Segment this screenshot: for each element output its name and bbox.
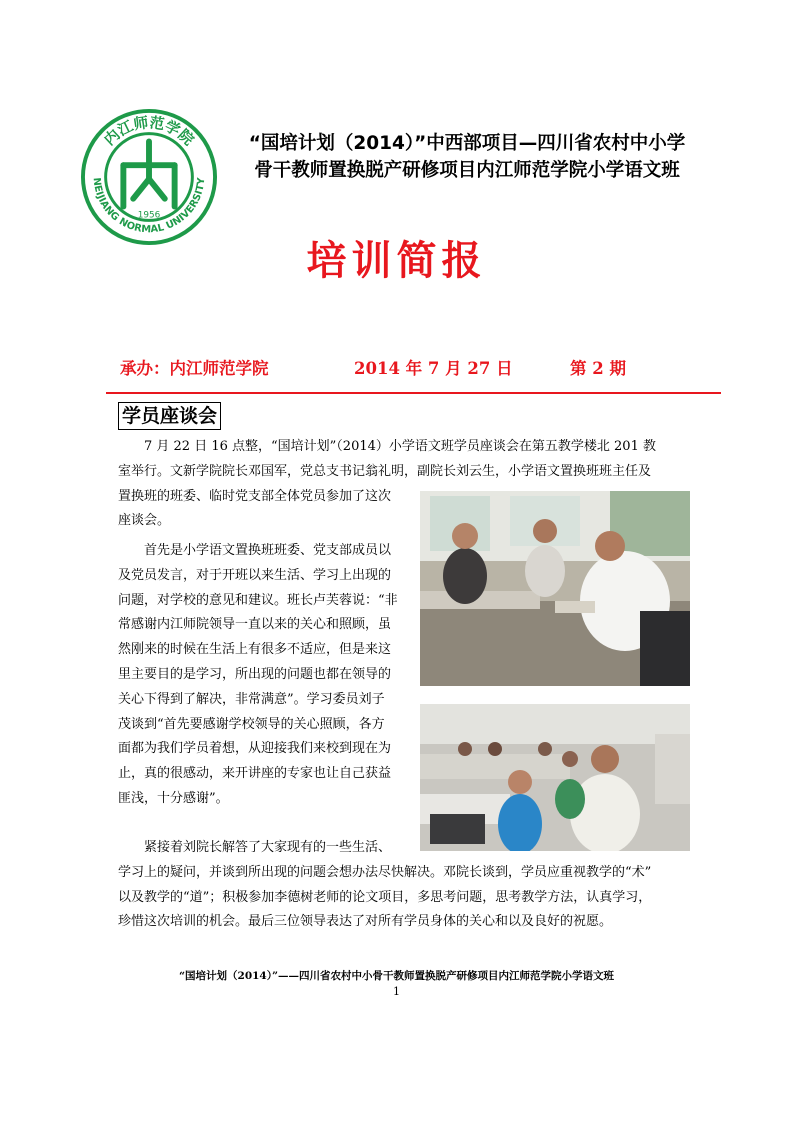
text-line: 关心下得到了解决，非常满意”。学习委员刘子: [118, 691, 385, 707]
meeting-photo-2: [420, 704, 690, 851]
text-line: 面都为我们学员着想，从迎接我们来校到现在为: [118, 741, 392, 757]
university-logo: [80, 108, 218, 246]
text-line: 首先是小学语文置换班班委、党支部成员以: [144, 543, 392, 558]
text-line: 座谈会。: [118, 513, 171, 529]
footer-text: “国培计划（2014）”——四川省农村中小骨干教师置换脱产研修项目内江师范学院小学语文班: [178, 970, 615, 982]
text-line: 常感谢内江师院领导一直以来的关心和照顾，虽: [118, 617, 392, 633]
text-line: 里主要目的是学习，所出现的问题也都在领导的: [118, 666, 392, 682]
header-line-2: 骨干教师置换脱产研修项目内江师范学院小学语文班: [254, 160, 680, 181]
text-line: 紧接着刘院长解答了大家现有的一些生活、: [144, 840, 392, 855]
divider-rule: [106, 392, 721, 394]
article-paragraph-2: [118, 539, 414, 812]
page-number: 1: [393, 985, 400, 998]
logo-year: 1956: [137, 210, 161, 221]
section-title: 学员座谈会: [118, 402, 221, 430]
issue-number: 第 2 期: [570, 359, 626, 378]
issue-date: 2014 年 7 月 27 日: [354, 359, 513, 378]
text-line: 及党员发言，对于开班以来生活、学习上出现的: [118, 567, 392, 583]
header-line-1: “国培计划（2014）”中西部项目—四川省农村中小学: [248, 133, 686, 154]
text-line: 室举行。文新学院院长邓国军，党总支书记翁礼明，副院长刘云生，小学语文置换班班主任及: [118, 463, 652, 479]
article-paragraph-3: [118, 836, 704, 935]
organizer-label: 承办：内江师范学院: [120, 359, 269, 378]
text-line: 7 月 22 日 16 点整，“国培计划”（2014）小学语文班学员座谈会在第五教学楼北 201 教: [144, 439, 656, 454]
text-line: 然刚来的时候在生活上有很多不适应，但是来这: [118, 642, 392, 658]
text-line: 置换班的班委、临时党支部全体党员参加了这次: [118, 488, 392, 504]
text-line: 止，真的很感动，来开讲座的专家也让自己获益: [118, 766, 392, 782]
text-line: 以及教学的“道”；积极参加李德树老师的论文项目，多思考问题，思考教学方法，认真学习，: [118, 889, 652, 905]
text-line: 学习上的疑问，并谈到所出现的问题会想办法尽快解决。邓院长谈到，学员应重视教学的“术”: [118, 864, 652, 880]
logo-side-text: NEIJIANG NORMAL UNIVERSITY: [90, 177, 208, 236]
text-line: 问题，对学校的意见和建议。班长卢芙蓉说：“非: [118, 592, 398, 608]
text-line: 茂谈到“首先要感谢学校领导的关心照顾，各方: [118, 716, 385, 732]
meeting-photo-1: [420, 491, 690, 686]
text-line: 匪浅，十分感谢”。: [118, 790, 229, 806]
emblem-icon: [123, 142, 174, 207]
main-title: 培训简报: [306, 237, 487, 284]
text-line: 珍惜这次培训的机会。最后三位领导表达了对所有学员身体的关心和以及良好的祝愿。: [118, 914, 613, 930]
logo-top-text: 内江师范学院: [101, 114, 197, 149]
